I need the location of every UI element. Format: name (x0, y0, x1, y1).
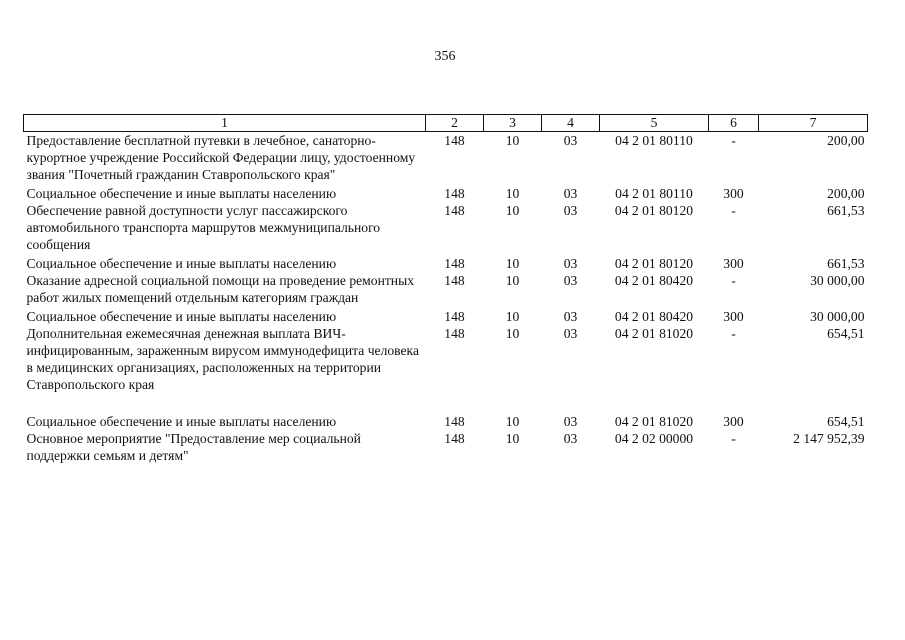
cell-pr: 03 (563, 273, 578, 288)
table-row (24, 430, 868, 464)
cell-sum: 2 147 952,39 (793, 431, 865, 446)
table-row (24, 255, 868, 272)
cell-csr: 04 2 01 80420 (614, 309, 694, 324)
cell-sum: 661,53 (827, 203, 865, 218)
cell-name: Социальное обеспечение и иные выплаты населению (26, 256, 337, 271)
cell-ved: 148 (444, 203, 465, 218)
cell-vr: 300 (723, 414, 744, 429)
cell-csr: 04 2 01 81020 (614, 326, 694, 341)
column-header: 1 (24, 115, 426, 132)
cell-vr: 300 (723, 256, 744, 271)
cell-sum: 200,00 (827, 133, 865, 148)
cell-rz: 10 (505, 133, 520, 148)
table-row (24, 325, 868, 413)
cell-vr: - (731, 326, 736, 341)
column-header: 6 (709, 115, 759, 132)
cell-ved: 148 (444, 414, 465, 429)
cell-csr: 04 2 01 80120 (614, 256, 694, 271)
cell-ved: 148 (444, 431, 465, 446)
cell-csr: 04 2 02 00000 (614, 431, 694, 446)
column-header: 7 (759, 115, 868, 132)
column-header: 3 (484, 115, 542, 132)
cell-sum: 661,53 (827, 256, 865, 271)
cell-rz: 10 (505, 203, 520, 218)
cell-sum: 654,51 (827, 326, 865, 341)
cell-vr: 300 (723, 309, 744, 324)
cell-name: Социальное обеспечение и иные выплаты населению (26, 186, 337, 201)
column-header: 4 (542, 115, 600, 132)
cell-csr: 04 2 01 80110 (615, 186, 693, 201)
cell-pr: 03 (563, 414, 578, 429)
cell-ved: 148 (444, 256, 465, 271)
cell-name: Основное мероприятие "Предоставление мер социальной поддержки семьям и детям" (26, 431, 361, 463)
cell-vr: 300 (723, 186, 744, 201)
cell-vr: - (731, 133, 736, 148)
cell-sum: 200,00 (827, 186, 865, 201)
cell-pr: 03 (563, 256, 578, 271)
cell-ved: 148 (444, 326, 465, 341)
column-header: 2 (426, 115, 484, 132)
cell-rz: 10 (505, 186, 520, 201)
table-row (24, 308, 868, 325)
table-row (24, 202, 868, 255)
cell-ved: 148 (444, 133, 465, 148)
cell-ved: 148 (444, 186, 465, 201)
cell-name: Дополнительная ежемесячная денежная выплата ВИЧ-инфицированным, зараженным вирусом иммунодефицита человека в медицинских организациях, расположенных на территории Ставропольского края (26, 326, 419, 392)
table-row (24, 413, 868, 430)
table-row (24, 185, 868, 202)
cell-csr: 04 2 01 80420 (614, 273, 694, 288)
cell-rz: 10 (505, 431, 520, 446)
cell-sum: 654,51 (827, 414, 865, 429)
cell-csr: 04 2 01 80120 (614, 203, 694, 218)
cell-vr: - (731, 273, 736, 288)
cell-csr: 04 2 01 80110 (615, 133, 693, 148)
cell-name: Обеспечение равной доступности услуг пассажирского автомобильного транспорта маршрутов межмуниципального сообщения (26, 203, 381, 252)
cell-name: Оказание адресной социальной помощи на проведение ремонтных работ жилых помещений отдельным категориям граждан (26, 273, 414, 305)
cell-name: Предоставление бесплатной путевки в лечебное, санаторно-курортное учреждение Российской Федерации лицу, удостоенному звания "Почетный гражданин Ставропольского края" (26, 133, 416, 182)
cell-ved: 148 (444, 273, 465, 288)
cell-name: Социальное обеспечение и иные выплаты населению (26, 309, 337, 324)
cell-ved: 148 (444, 309, 465, 324)
budget-table (23, 114, 868, 464)
cell-name: Социальное обеспечение и иные выплаты населению (26, 414, 337, 429)
table-header-row (24, 115, 868, 132)
column-header: 5 (600, 115, 709, 132)
cell-rz: 10 (505, 273, 520, 288)
cell-vr: - (731, 431, 736, 446)
cell-pr: 03 (563, 203, 578, 218)
cell-pr: 03 (563, 431, 578, 446)
cell-rz: 10 (505, 414, 520, 429)
cell-sum: 30 000,00 (810, 273, 865, 288)
table-row (24, 272, 868, 308)
cell-vr: - (731, 203, 736, 218)
cell-rz: 10 (505, 256, 520, 271)
cell-pr: 03 (563, 133, 578, 148)
page-number: 356 (434, 49, 456, 64)
cell-pr: 03 (563, 186, 578, 201)
cell-rz: 10 (505, 309, 520, 324)
cell-rz: 10 (505, 326, 520, 341)
cell-pr: 03 (563, 309, 578, 324)
cell-pr: 03 (563, 326, 578, 341)
cell-csr: 04 2 01 81020 (614, 414, 694, 429)
table-row (24, 132, 868, 186)
cell-sum: 30 000,00 (810, 309, 865, 324)
